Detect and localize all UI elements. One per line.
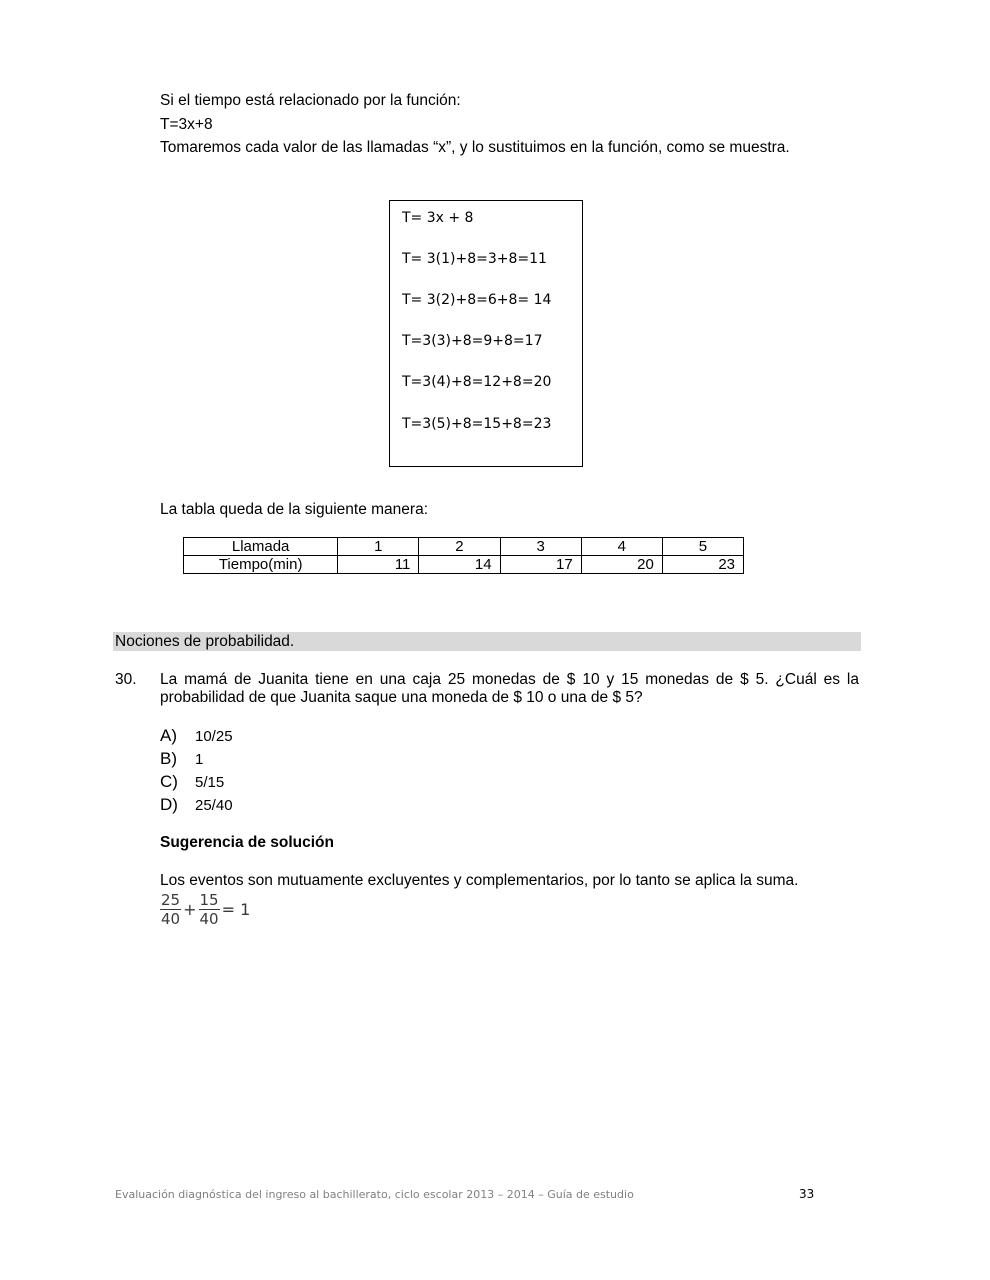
option-letter: C) (160, 772, 178, 791)
option-b (160, 749, 203, 769)
equals-result: = 1 (221, 900, 251, 919)
option-value: 1 (195, 751, 204, 768)
table-cell: 5 (662, 538, 743, 556)
calls-time-table (183, 537, 744, 574)
table-cell: 23 (662, 556, 743, 574)
formula-line: T= 3(2)+8=6+8= 14 (402, 292, 552, 308)
fraction (160, 891, 181, 928)
numerator: 15 (199, 891, 219, 909)
option-value: 10/25 (195, 728, 233, 745)
question-number: 30. (115, 671, 137, 688)
table-intro: La tabla queda de la siguiente manera: (160, 501, 429, 518)
formula-box (389, 200, 583, 467)
row-label: Llamada (184, 538, 338, 556)
option-d (160, 795, 233, 815)
option-a (160, 726, 233, 746)
question-text: La mamá de Juanita tiene en una caja 25 monedas de $ 10 y 15 monedas de $ 5. ¿Cuál es la probabilidad de que Juanita saque una moneda de $ 10 o una de $ 5? (160, 671, 859, 706)
plus-sign: + (183, 900, 197, 919)
formula-line: T=3(5)+8=15+8=23 (402, 416, 552, 432)
footer-text: Evaluación diagnóstica del ingreso al bachillerato, ciclo escolar 2013 – 2014 – Guía de estudio (115, 1188, 634, 1201)
option-letter: B) (160, 749, 177, 768)
table-cell: 11 (338, 556, 419, 574)
option-letter: D) (160, 795, 178, 814)
fraction (199, 891, 220, 928)
section-heading: Nociones de probabilidad. (113, 632, 861, 651)
option-c (160, 772, 224, 792)
table-cell: 14 (419, 556, 500, 574)
table-cell: 20 (581, 556, 662, 574)
option-value: 25/40 (195, 797, 233, 814)
intro-line-2: T=3x+8 (160, 116, 213, 133)
table-row (184, 538, 744, 556)
denominator: 40 (161, 910, 181, 928)
solution-text: Los eventos son mutuamente excluyentes y complementarios, por lo tanto se aplica la suma. (160, 872, 799, 889)
denominator: 40 (199, 910, 219, 928)
table-cell: 2 (419, 538, 500, 556)
row-label: Tiempo(min) (184, 556, 338, 574)
table-cell: 1 (338, 538, 419, 556)
table-cell: 4 (581, 538, 662, 556)
option-value: 5/15 (195, 774, 225, 791)
intro-line-1: Si el tiempo está relacionado por la función: (160, 92, 461, 109)
page-number: 33 (799, 1187, 815, 1201)
table-row (184, 556, 744, 574)
formula-line: T=3(4)+8=12+8=20 (402, 374, 552, 390)
numerator: 25 (161, 891, 181, 909)
formula-line: T= 3(1)+8=3+8=11 (402, 251, 547, 267)
formula-line: T= 3x + 8 (402, 210, 474, 226)
option-letter: A) (160, 726, 177, 745)
formula-line: T=3(3)+8=9+8=17 (402, 333, 543, 349)
solution-formula (160, 891, 252, 935)
table-cell: 17 (500, 556, 581, 574)
solution-heading: Sugerencia de solución (160, 834, 334, 851)
intro-line-3: Tomaremos cada valor de las llamadas “x”, y lo sustituimos en la función, como se muestra. (160, 139, 790, 156)
table-cell: 3 (500, 538, 581, 556)
